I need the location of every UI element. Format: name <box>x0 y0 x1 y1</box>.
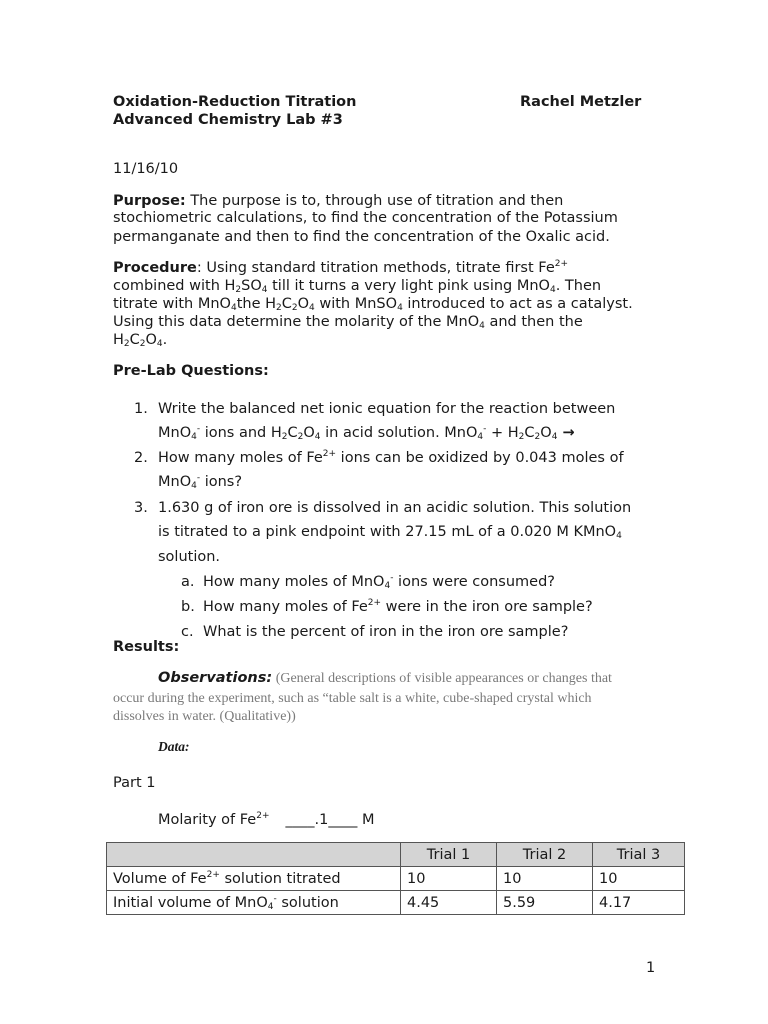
table-cell: 10 <box>497 867 593 891</box>
document-date: 11/16/10 <box>113 161 179 177</box>
question-1-number: 1. <box>134 401 148 417</box>
document-title: Oxidation-Reduction Titration <box>113 94 357 110</box>
author-name: Rachel Metzler <box>520 94 642 110</box>
procedure-label: Procedure <box>113 260 197 276</box>
table-header-cell <box>107 843 401 867</box>
part-1-heading: Part 1 <box>113 775 156 791</box>
question-3c-text: What is the percent of iron in the iron ore sample? <box>203 624 569 640</box>
prelab-heading: Pre-Lab Questions: <box>113 363 269 379</box>
question-3a-text: How many moles of MnO$_4$- ions were consumed? <box>203 573 555 591</box>
observations-line-2: occur during the experiment, such as “table salt is a white, cube-shaped crystal which <box>113 691 592 706</box>
table-cell: 10 <box>593 867 685 891</box>
table-header-row <box>107 843 685 867</box>
table-cell: 5.59 <box>497 891 593 915</box>
table-cell: 10 <box>401 867 497 891</box>
procedure-line-4: Using this data determine the molarity of the MnO$_4$ and then the <box>113 314 583 331</box>
results-heading: Results: <box>113 639 180 655</box>
question-3-line-1: 1.630 g of iron ore is dissolved in an acidic solution. This solution <box>158 500 632 516</box>
purpose-line-3: permanganate and then to find the concentration of the Oxalic acid. <box>113 229 610 245</box>
table-header-cell: Trial 2 <box>497 843 593 867</box>
molarity-value: ____.1____ M <box>285 812 375 828</box>
row-label: Initial volume of MnO$_4$- solution <box>107 891 401 915</box>
purpose-line-2: stochiometric calculations, to find the concentration of the Potassium <box>113 210 618 226</box>
data-label: Data: <box>158 739 190 754</box>
procedure-line-3: titrate with MnO$_4$the $H_2C_2O_4$ with MnSO$_4$ introduced to act as a catalyst. <box>113 296 633 313</box>
molarity-line: Molarity of $Fe^{2+}$ ____.1____ M <box>158 811 375 828</box>
table-cell: 4.17 <box>593 891 685 915</box>
question-3a-letter: a. <box>181 574 195 590</box>
procedure-line-1: Procedure: Using standard titration methods, titrate first $Fe^{2+}$ <box>113 259 569 276</box>
table-header-cell: Trial 1 <box>401 843 497 867</box>
question-3b-text: How many moles of $Fe^{2+}$ were in the iron ore sample? <box>203 598 593 615</box>
table-row <box>107 867 685 891</box>
row-label: Volume of $Fe^{2+}$ solution titrated <box>107 867 401 891</box>
question-3-line-3: solution. <box>158 549 221 565</box>
lab-subtitle: Advanced Chemistry Lab #3 <box>113 112 343 128</box>
table-header-cell: Trial 3 <box>593 843 685 867</box>
question-3c-letter: c. <box>181 624 194 640</box>
table-row <box>107 891 685 915</box>
page-number: 1 <box>646 960 656 976</box>
procedure-line-5: $H_2C_2O_4$. <box>113 332 168 349</box>
observations-line-3: dissolves in water. (Qualitative)) <box>113 709 296 724</box>
data-table <box>106 842 685 915</box>
question-1-line-1: Write the balanced net ionic equation for the reaction between <box>158 401 616 417</box>
table-cell: 4.45 <box>401 891 497 915</box>
purpose-label: Purpose: <box>113 193 186 209</box>
question-1-line-2: MnO$_4$- ions and $H_2C_2O_4$ in acid solution. $MnO_4^- + H_2C_2O_4$ → <box>158 424 575 442</box>
question-2-line-1: How many moles of $Fe^{2+}$ ions can be oxidized by 0.043 moles of <box>158 449 624 466</box>
question-3-number: 3. <box>134 500 148 516</box>
purpose-line-1: Purpose: The purpose is to, through use of titration and then <box>113 193 564 209</box>
question-3b-letter: b. <box>181 599 195 615</box>
question-3-line-2: is titrated to a pink endpoint with 27.15 mL of a 0.020 M KMnO$_4$ <box>158 524 622 541</box>
reaction-arrow-icon: → <box>557 425 575 441</box>
observations-label: Observations: <box>158 670 273 686</box>
procedure-line-2: combined with $H_2SO_4$ till it turns a very light pink using MnO$_4$. Then <box>113 278 602 295</box>
observations-line-1: Observations: (General descriptions of visible appearances or changes that <box>158 670 612 686</box>
question-2-line-2: MnO$_4$- ions? <box>158 473 243 491</box>
question-2-number: 2. <box>134 450 148 466</box>
